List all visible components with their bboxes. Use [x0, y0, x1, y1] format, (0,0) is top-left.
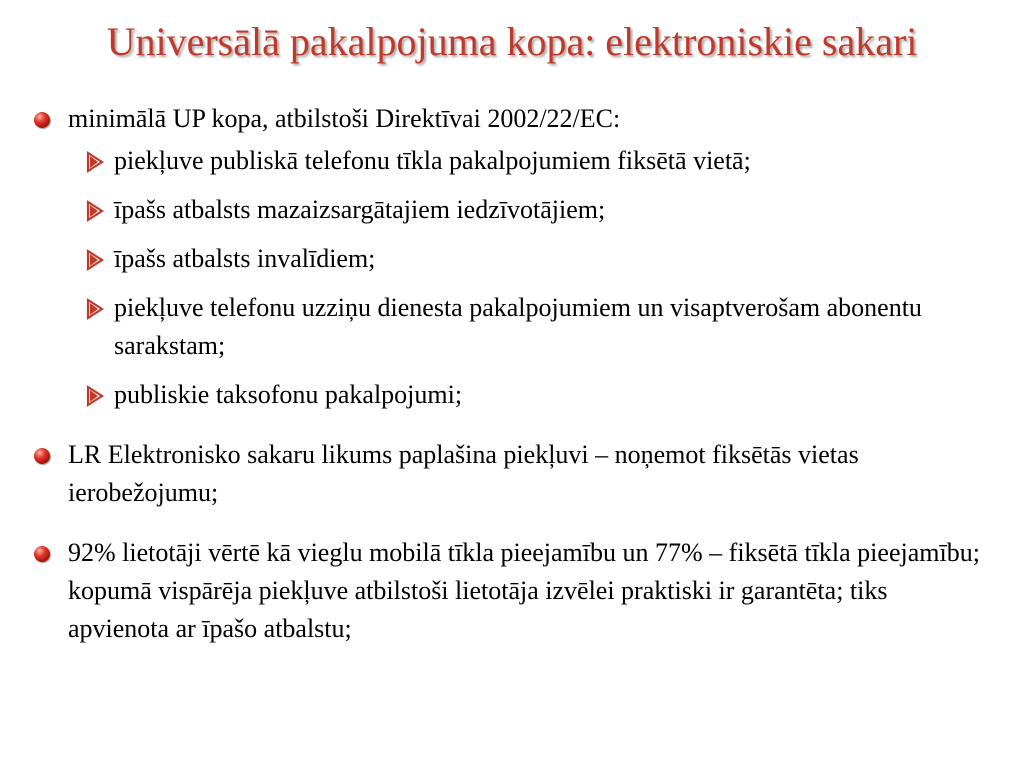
- sub-bullet-item: [32, 142, 992, 180]
- sub-bullet-text: piekļuve publiskā telefonu tīkla pakalpojumiem fiksētā vietā;: [114, 146, 751, 175]
- arrow-bullet-icon: [84, 289, 110, 327]
- sub-bullet-text: publiskie taksofonu pakalpojumi;: [114, 380, 463, 409]
- arrow-bullet-icon: [84, 191, 110, 229]
- bullet-text: LR Elektronisko sakaru likums paplašina piekļuvi – noņemot fiksētās vietas ierobežojumu;: [68, 440, 859, 507]
- bullet-text: 92% lietotāji vērtē kā vieglu mobilā tīkla pieejamību un 77% – fiksētā tīkla pieejamību; kopumā vispārēja piekļuve atbilstoši lietotāja izvēlei praktiski ir garantēta; tiks apvienota ar īpašo atbalstu;: [68, 538, 980, 643]
- arrow-bullet-icon: [84, 142, 110, 180]
- sub-bullet-item: [32, 289, 992, 365]
- sub-bullet-text: īpašs atbalsts invalīdiem;: [114, 244, 376, 273]
- bullet-icon: [34, 448, 50, 464]
- bullet-item: [32, 534, 992, 648]
- bullet-item: [32, 436, 992, 512]
- bullet-item: [32, 100, 992, 138]
- sub-bullet-item: [32, 240, 992, 278]
- slide-body: [32, 100, 992, 648]
- sub-bullet-item: [32, 376, 992, 414]
- sub-bullet-item: [32, 191, 992, 229]
- arrow-bullet-icon: [84, 240, 110, 278]
- slide-title: Universālā pakalpojuma kopa: elektroniskie sakari: [106, 19, 918, 64]
- bullet-text: minimālā UP kopa, atbilstoši Direktīvai 2002/22/EC:: [68, 104, 621, 133]
- arrow-bullet-icon: [84, 376, 110, 414]
- sub-bullet-text: piekļuve telefonu uzziņu dienesta pakalpojumiem un visaptverošam abonentu sarakstam;: [114, 293, 922, 360]
- sub-bullet-text: īpašs atbalsts mazaizsargātajiem iedzīvotājiem;: [114, 195, 606, 224]
- bullet-icon: [34, 112, 50, 128]
- bullet-icon: [34, 546, 50, 562]
